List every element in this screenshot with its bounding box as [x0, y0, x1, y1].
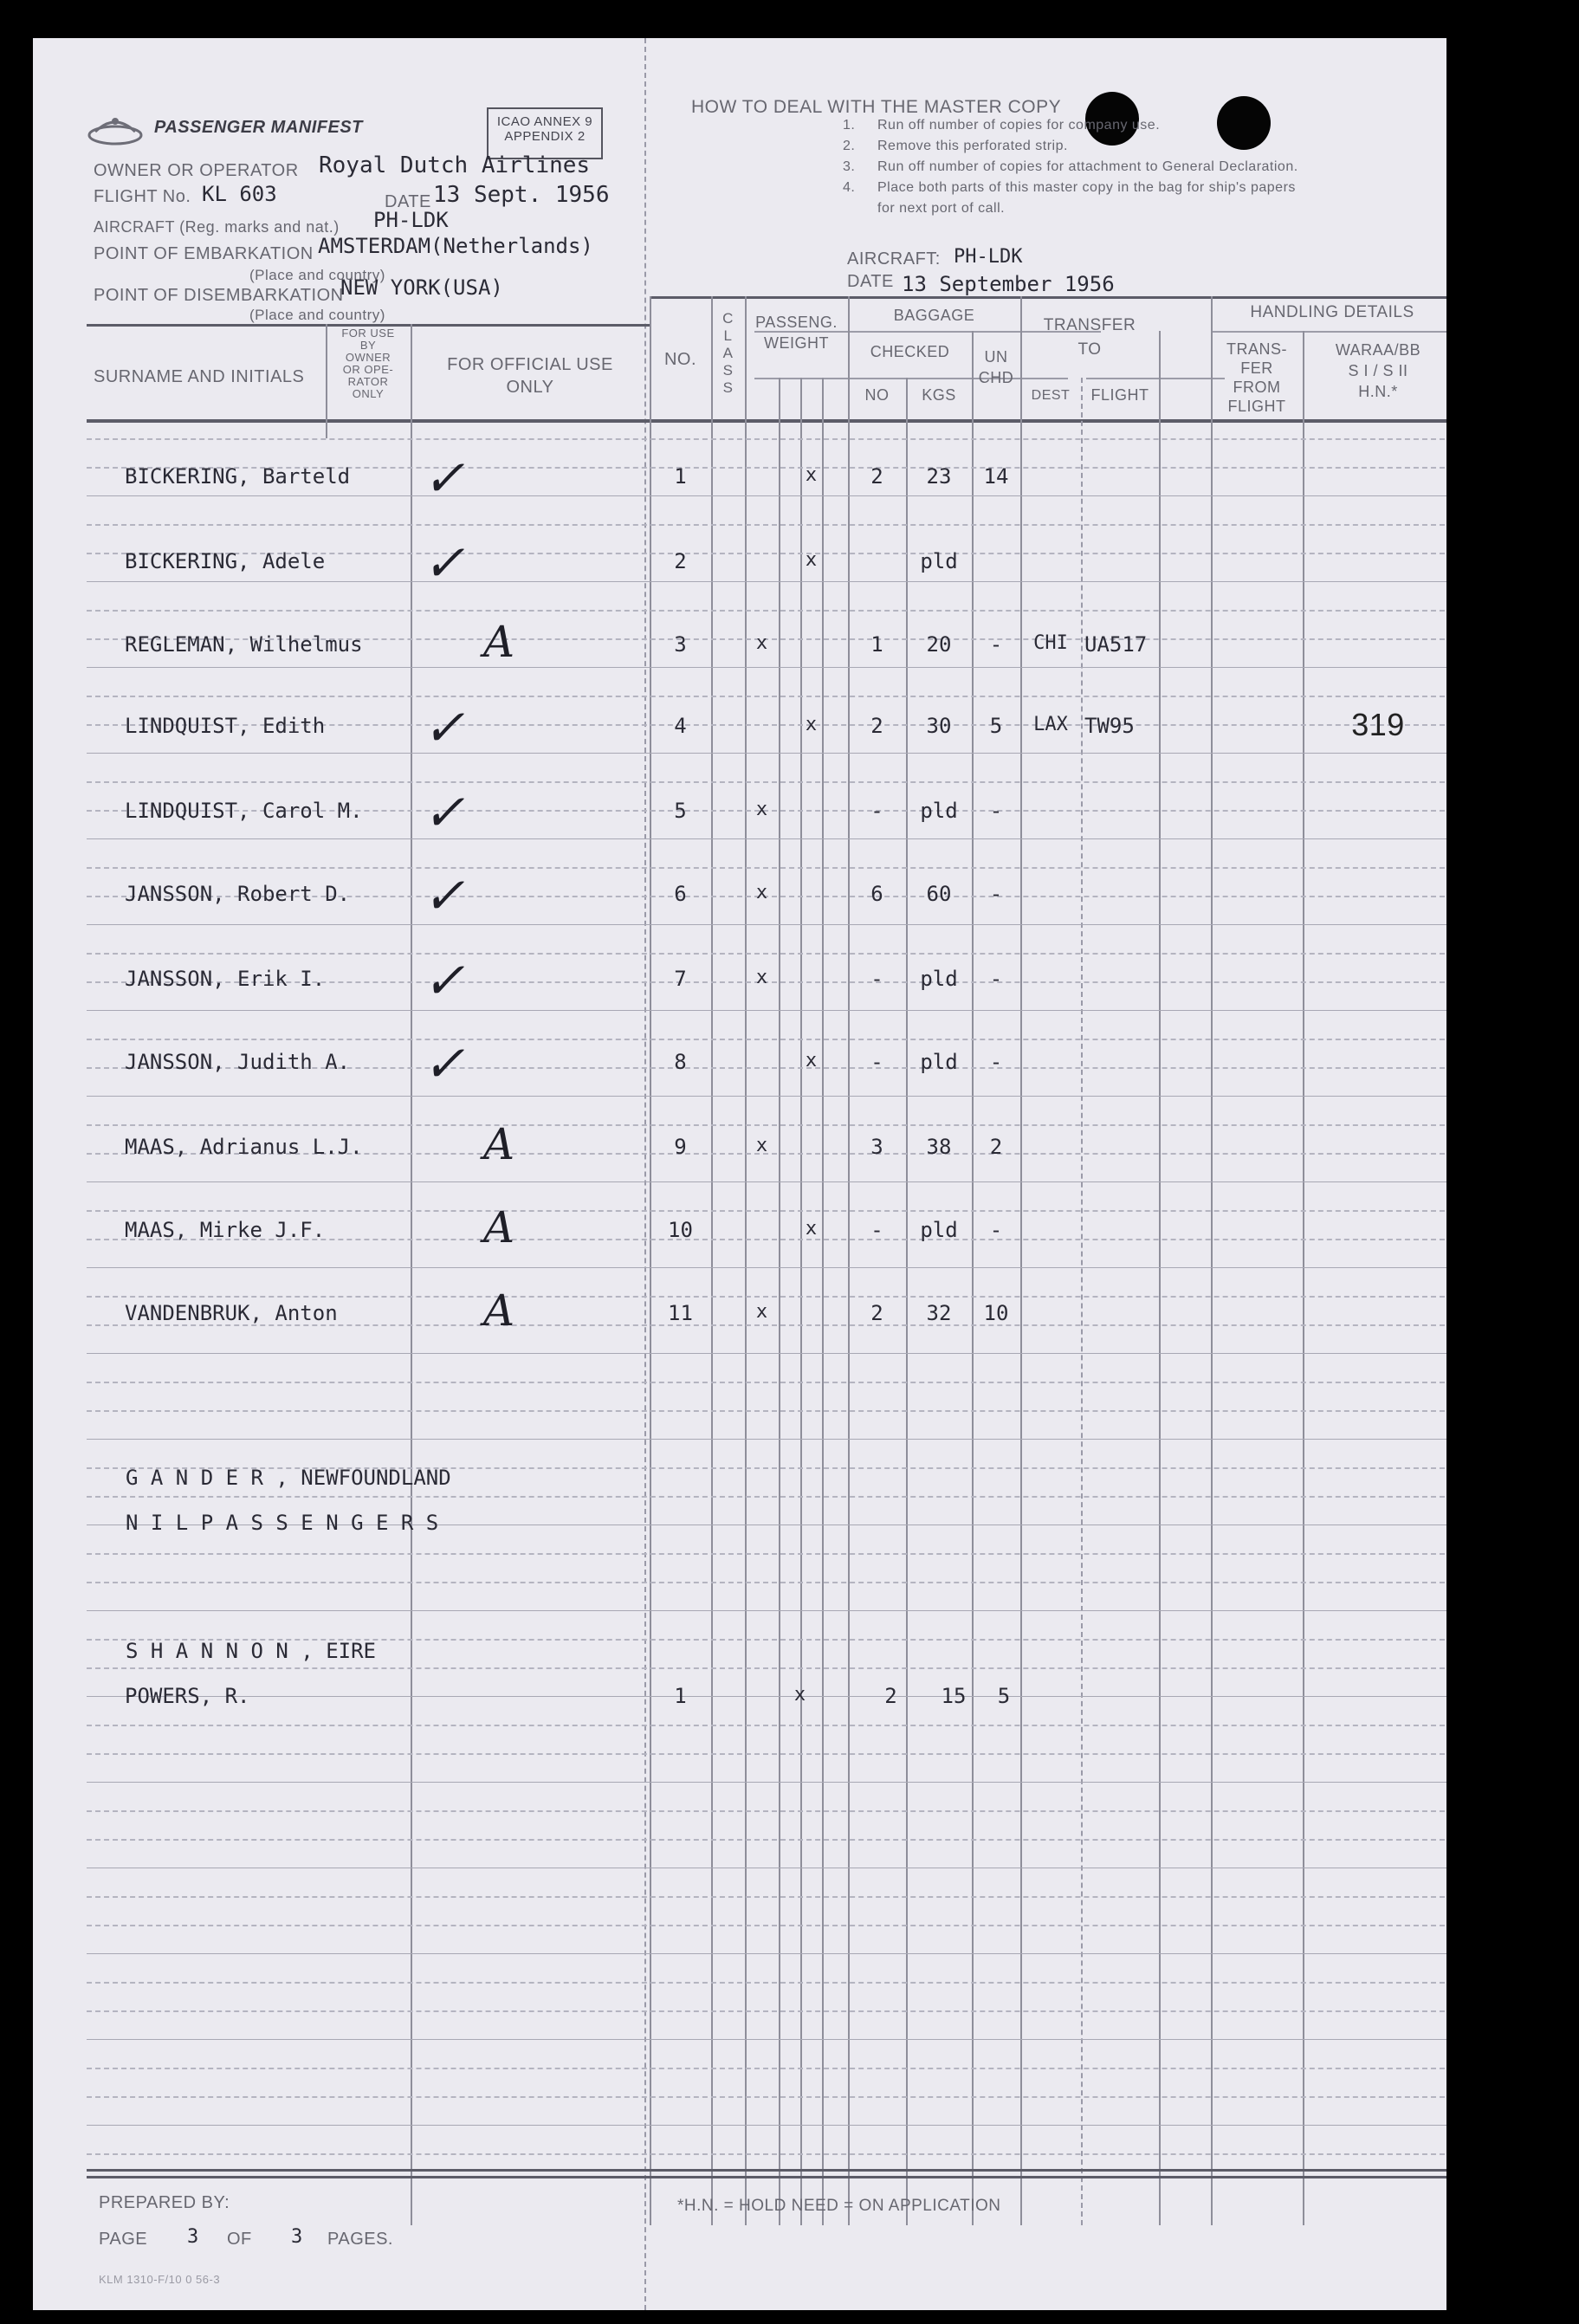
row-rule [87, 1124, 1446, 1126]
unchecked-baggage: 5 [989, 714, 1003, 738]
date-value: 13 Sept. 1956 [433, 182, 610, 208]
disembark-label: POINT OF DISEMBARKATION [94, 286, 344, 305]
row-rule [87, 1410, 1446, 1412]
baggage-kgs: pld [920, 967, 958, 991]
passenger-name: MAAS, Adrianus L.J. [125, 1135, 363, 1159]
official-mark: A [483, 617, 515, 667]
row-rule [87, 838, 1446, 839]
unchecked-baggage: 14 [983, 464, 1009, 489]
row-rule [87, 1267, 1446, 1268]
nil-passengers: N I L P A S S E N G E R S [126, 1511, 439, 1535]
row-rule [87, 1210, 1446, 1212]
row-rule [87, 1953, 1446, 1954]
row-rule [87, 1553, 1446, 1555]
owner-value: Royal Dutch Airlines [319, 152, 591, 178]
weight-mark: x [805, 464, 818, 486]
grid-line [1211, 331, 1446, 333]
instr-aircraft-value: PH-LDK [954, 246, 1023, 268]
unchecked-baggage: - [989, 882, 1003, 906]
baggage-no: 3 [870, 1135, 883, 1159]
baggage-kgs: 23 [926, 464, 952, 489]
shannon-stop: S H A N N O N , EIRE [126, 1639, 376, 1663]
baggage-no: - [870, 967, 883, 991]
class-mark: x [755, 799, 768, 820]
aircraft-label: AIRCRAFT (Reg. marks and nat.) [94, 218, 340, 236]
row-rule [87, 1810, 1446, 1812]
baggage-no: 2 [870, 464, 883, 489]
row-rule [87, 1982, 1446, 1984]
instruction-number: 2. [843, 139, 856, 153]
row-rule [87, 1753, 1446, 1755]
passenger-name: JANSSON, Robert D. [125, 882, 351, 906]
passenger-name: LINDQUIST, Carol M. [125, 799, 363, 823]
embark-value: AMSTERDAM(Netherlands) [318, 234, 593, 258]
grid-top-right [650, 296, 1446, 299]
hn-note: *H.N. = HOLD NEED = ON APPLICATION [677, 2197, 1001, 2215]
footer-line [87, 2176, 1446, 2178]
passenger-no: 9 [674, 1135, 687, 1159]
airline-logo [85, 114, 146, 149]
weight-mark: x [805, 1050, 818, 1071]
instr-aircraft-label: AIRCRAFT: [847, 249, 941, 269]
col-transfer-to: TRANSFER TO [1043, 316, 1136, 359]
official-mark: A [483, 1202, 515, 1253]
baggage-no: 1 [870, 632, 883, 657]
passenger-no: 10 [668, 1218, 693, 1242]
instruction-number: 1. [843, 118, 856, 133]
row-rule [87, 1667, 1446, 1669]
baggage-kgs: 15 [941, 1684, 967, 1708]
grid-col [822, 378, 824, 2225]
grid-col [1159, 331, 1161, 2225]
passenger-no: 8 [674, 1050, 687, 1074]
passenger-no: 1 [674, 464, 687, 489]
col-checked-no: NO [864, 386, 890, 404]
unchecked-baggage: - [989, 1218, 1003, 1242]
official-mark: ✓ [423, 449, 465, 508]
transfer-flight: UA517 [1084, 632, 1148, 657]
row-rule [87, 610, 1446, 612]
row-rule [87, 438, 1446, 440]
passenger-no: 7 [674, 967, 687, 991]
passenger-no: 4 [674, 714, 687, 738]
col-flight: FLIGHT [1090, 386, 1149, 404]
row-rule [87, 1925, 1446, 1926]
instruction-number: 3. [843, 159, 856, 174]
date-label: DATE [385, 192, 431, 211]
prepared-by: PREPARED BY: [99, 2193, 230, 2212]
aircraft-value: PH-LDK [373, 208, 449, 232]
row-rule [87, 667, 1446, 668]
official-mark: ✓ [423, 1034, 465, 1093]
baggage-no: - [870, 799, 883, 823]
instructions-title: HOW TO DEAL WITH THE MASTER COPY [691, 97, 1062, 117]
official-mark: ✓ [423, 698, 465, 757]
col-handling: HANDLING DETAILS [1250, 303, 1414, 321]
page-label: PAGE [99, 2230, 148, 2249]
embark-label: POINT OF EMBARKATION [94, 244, 314, 263]
unchecked-baggage: - [989, 967, 1003, 991]
row-rule [87, 581, 1446, 582]
hold-need-number: 319 [1351, 707, 1405, 742]
passenger-no: 5 [674, 799, 687, 823]
col-baggage: BAGGAGE [893, 307, 975, 324]
grid-col [800, 378, 802, 2225]
grid-col [1081, 378, 1083, 2225]
manifest-sheet [33, 38, 1446, 2310]
official-mark: ✓ [423, 866, 465, 925]
unchecked-baggage: 10 [983, 1301, 1009, 1325]
icao-annex: ICAO ANNEX 9 [496, 114, 593, 129]
row-rule [87, 867, 1446, 869]
baggage-kgs: 38 [926, 1135, 952, 1159]
instruction-text: Place both parts of this master copy in the bag for ship's papers [877, 180, 1296, 195]
official-mark: ✓ [423, 951, 465, 1010]
icao-appendix: APPENDIX 2 [504, 129, 586, 144]
passenger-name: BICKERING, Adele [125, 549, 326, 573]
row-rule [87, 1696, 1446, 1697]
class-mark: x [755, 967, 768, 988]
row-rule [87, 1039, 1446, 1040]
row-rule [87, 1782, 1446, 1783]
passenger-no: 11 [668, 1301, 693, 1325]
row-rule [87, 781, 1446, 783]
row-rule [87, 1725, 1446, 1726]
icao-box [487, 107, 603, 159]
passenger-name: LINDQUIST, Edith [125, 714, 326, 738]
grid-col [745, 296, 747, 2225]
col-dest: DEST [1031, 388, 1071, 403]
baggage-kgs: pld [920, 549, 958, 573]
col-checked-kgs: KGS [922, 386, 956, 404]
transfer-dest: CHI [1033, 632, 1068, 654]
row-rule [87, 1582, 1446, 1583]
baggage-no: - [870, 1218, 883, 1242]
official-mark: A [483, 1119, 515, 1169]
instruction-text: for next port of call. [877, 201, 1006, 216]
footer-line [87, 2169, 1446, 2172]
disembark-place-note: (Place and country) [249, 307, 385, 323]
row-rule [87, 2153, 1446, 2155]
passenger-name: MAAS, Mirke J.F. [125, 1218, 326, 1242]
of-value: 3 [291, 2226, 303, 2248]
row-rule [87, 1181, 1446, 1182]
gander-stop: G A N D E R , NEWFOUNDLAND [126, 1466, 451, 1490]
passenger-name: JANSSON, Judith A. [125, 1050, 351, 1074]
col-official-use: FOR OFFICIAL USE ONLY [447, 355, 613, 397]
grid-col [711, 296, 713, 2225]
row-rule [87, 924, 1446, 925]
row-rule [87, 953, 1446, 955]
official-mark: ✓ [423, 783, 465, 842]
row-rule [87, 2039, 1446, 2040]
baggage-no: 2 [884, 1684, 897, 1708]
flight-label: FLIGHT No. [94, 187, 191, 206]
instruction-text: Run off number of copies for company use. [877, 118, 1161, 133]
class-mark: x [755, 882, 768, 903]
col-surname: SURNAME AND INITIALS [94, 367, 305, 386]
punch-hole [1217, 96, 1271, 150]
row-rule [87, 1010, 1446, 1011]
baggage-no: 2 [870, 714, 883, 738]
passenger-no: 3 [674, 632, 687, 657]
instr-date-value: 13 September 1956 [902, 272, 1115, 296]
passenger-name: REGLEMAN, Wilhelmus [125, 632, 363, 657]
col-class: C L A S S [722, 310, 734, 396]
pages-label: PAGES. [327, 2230, 393, 2249]
unchecked-baggage: - [989, 1050, 1003, 1074]
row-rule [87, 524, 1446, 526]
col-checked: CHECKED [870, 343, 950, 360]
baggage-no: 6 [870, 882, 883, 906]
grid-header-bottom [87, 419, 1446, 423]
transfer-flight: TW95 [1084, 714, 1135, 738]
row-rule [87, 2125, 1446, 2126]
baggage-kgs: 20 [926, 632, 952, 657]
flight-value: KL 603 [202, 182, 277, 206]
row-rule [87, 1839, 1446, 1841]
weight-mark: x [805, 549, 818, 571]
col-waraa: WARAA/BB S I / S II H.N.* [1335, 341, 1421, 400]
grid-col [848, 296, 850, 2225]
row-rule [87, 1610, 1446, 1611]
row-rule [87, 1439, 1446, 1440]
disembark-value: NEW YORK(USA) [340, 275, 503, 300]
baggage-kgs: 32 [926, 1301, 952, 1325]
row-rule [87, 1496, 1446, 1498]
class-mark: x [755, 632, 768, 654]
baggage-no: - [870, 1050, 883, 1074]
row-rule [87, 1296, 1446, 1298]
unchecked-baggage: 5 [997, 1684, 1011, 1708]
row-rule [87, 696, 1446, 697]
grid-col [1020, 296, 1022, 2225]
instruction-text: Run off number of copies for attachment to General Declaration. [877, 159, 1298, 174]
transfer-dest: LAX [1033, 714, 1068, 735]
weight-mark: x [805, 714, 818, 735]
row-rule [87, 753, 1446, 754]
crown-logo-icon [85, 114, 146, 149]
grid-col [650, 296, 651, 2225]
col-owner-use: FOR USE BY OWNER OR OPE- RATOR ONLY [341, 327, 395, 400]
grid-col [972, 331, 974, 2225]
weight-mark: x [805, 1218, 818, 1240]
row-rule [87, 2096, 1446, 2098]
instruction-text: Remove this perforated strip. [877, 139, 1068, 153]
grid-col [1211, 296, 1213, 2225]
grid-col [1303, 331, 1304, 2225]
baggage-kgs: pld [920, 1050, 958, 1074]
row-rule [87, 1353, 1446, 1354]
row-rule [87, 495, 1446, 496]
grid-col [779, 378, 780, 2225]
weight-mark: x [793, 1684, 806, 1706]
row-rule [87, 1896, 1446, 1898]
row-rule [87, 2068, 1446, 2069]
passenger-no: 1 [674, 1684, 687, 1708]
baggage-kgs: 60 [926, 882, 952, 906]
grid-line [1086, 378, 1225, 379]
passenger-name: VANDENBRUK, Anton [125, 1301, 338, 1325]
embark-place-note: (Place and country) [249, 267, 385, 283]
baggage-kgs: 30 [926, 714, 952, 738]
unchecked-baggage: 2 [989, 1135, 1003, 1159]
row-rule [87, 1382, 1446, 1383]
form-title: PASSENGER MANIFEST [154, 118, 363, 137]
passenger-name: BICKERING, Barteld [125, 464, 351, 489]
col-unchd: UN CHD [978, 348, 1014, 386]
col-transfer-from: TRANS- FER FROM FLIGHT [1226, 340, 1287, 415]
unchecked-baggage: - [989, 632, 1003, 657]
passenger-no: 2 [674, 549, 687, 573]
owner-label: OWNER OR OPERATOR [94, 161, 299, 180]
form-code: KLM 1310-F/10 0 56-3 [99, 2273, 221, 2286]
row-rule [87, 2010, 1446, 2012]
official-mark: ✓ [423, 534, 465, 592]
official-mark: A [483, 1285, 515, 1336]
class-mark: x [755, 1301, 768, 1323]
passenger-name: JANSSON, Erik I. [125, 967, 326, 991]
unchecked-baggage: - [989, 799, 1003, 823]
passenger-name: POWERS, R. [125, 1684, 250, 1708]
passenger-no: 6 [674, 882, 687, 906]
instr-date-label: DATE [847, 272, 894, 291]
baggage-kgs: pld [920, 1218, 958, 1242]
row-rule [87, 1096, 1446, 1097]
baggage-no: 2 [870, 1301, 883, 1325]
page-value: 3 [187, 2226, 199, 2248]
col-no: NO. [663, 350, 697, 369]
instruction-number: 4. [843, 180, 856, 195]
of-label: OF [227, 2230, 252, 2249]
col-passeng-weight: PASSENG. WEIGHT [755, 314, 838, 352]
baggage-kgs: pld [920, 799, 958, 823]
class-mark: x [755, 1135, 768, 1156]
